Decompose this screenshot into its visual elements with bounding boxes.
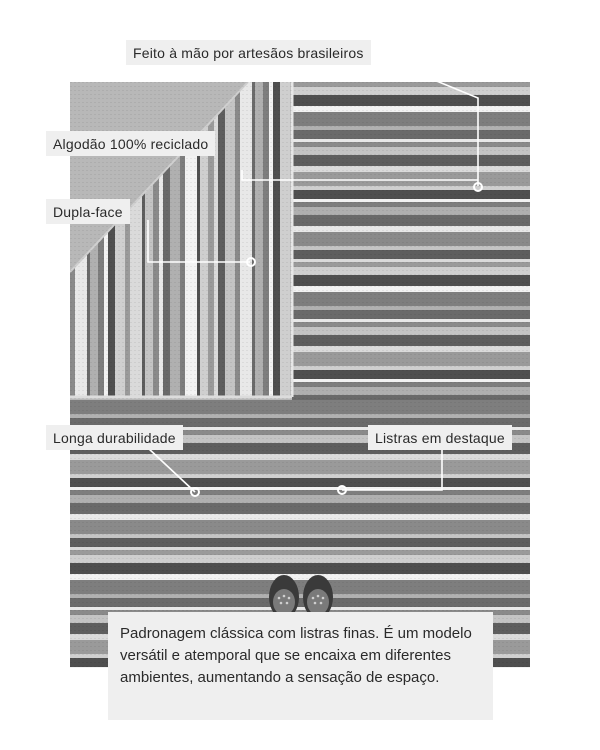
label-double-face: Dupla-face (46, 199, 130, 224)
description-box (108, 612, 493, 720)
label-handmade: Feito à mão por artesãos brasileiros (126, 40, 371, 65)
description-text: Padronagem clássica com listras finas. É um modelo versátil e atemporal que se encaixa em diferentes ambientes, aumentando a sensação de espaço. (120, 625, 472, 686)
striped-rug-illustration (70, 82, 530, 668)
label-cotton: Algodão 100% reciclado (46, 131, 215, 156)
label-durability: Longa durabilidade (46, 425, 183, 450)
label-stripes: Listras em destaque (368, 425, 512, 450)
rug-photo (70, 82, 530, 668)
